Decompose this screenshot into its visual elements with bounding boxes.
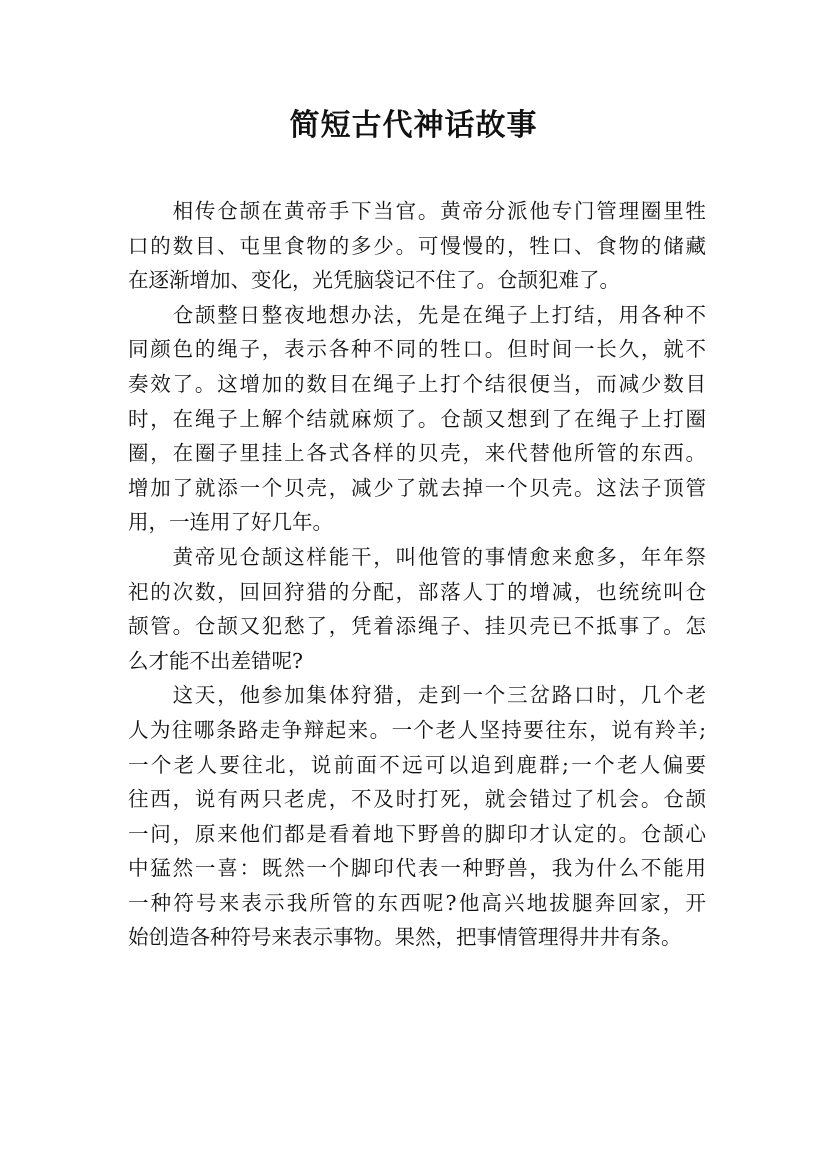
text-line: 奏效了。这增加的数目在绳子上打个结很便当，而减少数目 xyxy=(128,371,706,396)
text-line: 颉管。仓颉又犯愁了，凭着添绳子、挂贝壳已不抵事了。怎 xyxy=(128,614,706,639)
document-title: 简短古代神话故事 xyxy=(289,108,538,143)
paragraph-1 xyxy=(128,194,706,298)
text-line: 往西，说有两只老虎，不及时打死，就会错过了机会。仓颉 xyxy=(128,787,706,812)
text-line: 在逐渐增加、变化，光凭脑袋记不住了。仓颉犯难了。 xyxy=(128,268,620,293)
text-line: 黄帝见仓颉这样能干，叫他管的事情愈来愈多，年年祭 xyxy=(128,544,706,569)
text-line: 中猛然一喜：既然一个脚印代表一种野兽，我为什么不能用 xyxy=(128,856,706,881)
text-line: 增加了就添一个贝壳，减少了就去掉一个贝壳。这法子顶管 xyxy=(128,475,706,500)
text-line: 圈，在圈子里挂上各式各样的贝壳，来代替他所管的东西。 xyxy=(128,441,706,466)
text-line: 么才能不出差错呢? xyxy=(128,648,303,673)
paragraph-3 xyxy=(128,540,706,678)
text-line: 相传仓颉在黄帝手下当官。黄帝分派他专门管理圈里牲 xyxy=(128,199,706,223)
paragraph-2 xyxy=(128,298,706,540)
text-line: 一个老人要往北，说前面不远可以追到鹿群;一个老人偏要 xyxy=(128,752,706,777)
text-line: 始创造各种符号来表示事物。果然，把事情管理得井井有条。 xyxy=(128,925,682,950)
text-line: 祀的次数，回回狩猎的分配，部落人丁的增减，也统统叫仓 xyxy=(128,579,706,604)
paragraph-4 xyxy=(128,678,706,955)
text-line: 一问，原来他们都是看着地下野兽的脚印才认定的。仓颉心 xyxy=(128,821,706,846)
document-body xyxy=(128,194,706,955)
text-line: 这天，他参加集体狩猎，走到一个三岔路口时，几个老 xyxy=(128,683,706,708)
text-line: 一种符号来表示我所管的东西呢?他高兴地拔腿奔回家，开 xyxy=(128,890,706,915)
text-line: 仓颉整日整夜地想办法，先是在绳子上打结，用各种不 xyxy=(128,302,706,327)
text-line: 人为往哪条路走争辩起来。一个老人坚持要往东，说有羚羊; xyxy=(128,717,706,742)
text-line: 时，在绳子上解个结就麻烦了。仓颉又想到了在绳子上打圈 xyxy=(128,406,706,431)
text-line: 口的数目、屯里食物的多少。可慢慢的，牲口、食物的储藏 xyxy=(128,233,706,258)
text-line: 用，一连用了好几年。 xyxy=(128,510,333,535)
text-line: 同颜色的绳子，表示各种不同的牲口。但时间一长久，就不 xyxy=(128,337,706,362)
